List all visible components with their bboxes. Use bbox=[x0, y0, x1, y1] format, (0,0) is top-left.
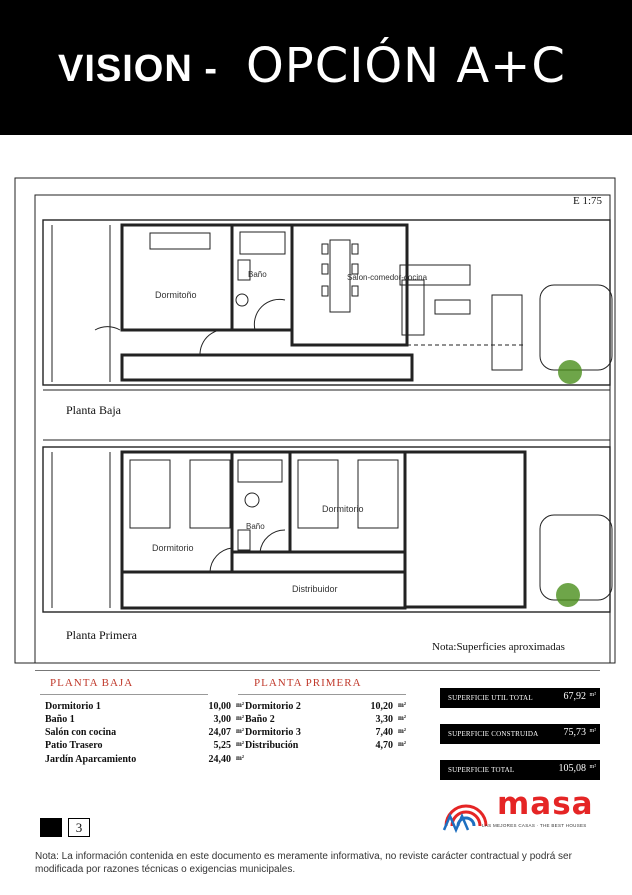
room-label: Dormitorio bbox=[152, 543, 194, 553]
room-label: Salon-comedor-cocina bbox=[347, 273, 428, 282]
ground-heading: PLANTA BAJA bbox=[50, 677, 134, 689]
first-heading: PLANTA PRIMERA bbox=[254, 677, 362, 689]
total-built-box: SUPERFICIE CONSTRUIDA 75,73 m² bbox=[440, 724, 600, 744]
summary-divider bbox=[35, 670, 600, 671]
room-label: Dormitoño bbox=[155, 290, 197, 300]
header-banner bbox=[0, 0, 632, 135]
first-floor-label: Planta Primera bbox=[66, 628, 137, 642]
table-row: Dormitorio 2 10,20 m² bbox=[245, 701, 406, 712]
table-row: Dormitorio 1 10,00 m² bbox=[45, 701, 244, 712]
room-label: Dormitorio bbox=[322, 504, 364, 514]
room-label: Distribuidor bbox=[292, 584, 338, 594]
room-label: Baño bbox=[248, 270, 267, 279]
table-row: Jardín Aparcamiento 24,40 m² bbox=[45, 754, 244, 765]
table-row: Baño 2 3,30 m² bbox=[245, 714, 406, 725]
page-marker bbox=[40, 818, 62, 837]
title-option: OPCIÓN A+C bbox=[246, 38, 566, 94]
total-useful-box: SUPERFICIE UTIL TOTAL 67,92 m² bbox=[440, 688, 600, 708]
logo-tagline: LAS MEJORES CASAS · THE BEST HOUSES bbox=[482, 823, 587, 828]
room-label: Baño bbox=[246, 522, 265, 531]
scale-label: E 1:75 bbox=[572, 195, 602, 207]
disclaimer-note: Nota: La información contenida en este documento es meramente informativa, no reviste carácter contractual y podrá ser modificada por razones técnicas o exigencias municipales. bbox=[35, 851, 572, 875]
title-bold: VISION - bbox=[58, 48, 219, 90]
table-row: Dormitorio 3 7,40 m² bbox=[245, 727, 406, 738]
table-row: Patio Trasero 5,25 m² bbox=[45, 740, 244, 751]
table-row: Distribución 4,70 m² bbox=[245, 740, 406, 751]
logo-wordmark: masa bbox=[497, 786, 594, 822]
ground-floor-label: Planta Baja bbox=[66, 403, 121, 417]
table-row: Baño 1 3,00 m² bbox=[45, 714, 244, 725]
ground-rule bbox=[40, 694, 208, 695]
approx-note: Nota:Superficies aproximadas bbox=[432, 641, 565, 653]
page-number: 3 bbox=[68, 818, 90, 837]
table-row: Salón con cocina 24,07 m² bbox=[45, 727, 244, 738]
first-rule bbox=[238, 694, 406, 695]
total-area-box: SUPERFICIE TOTAL 105,08 m² bbox=[440, 760, 600, 780]
